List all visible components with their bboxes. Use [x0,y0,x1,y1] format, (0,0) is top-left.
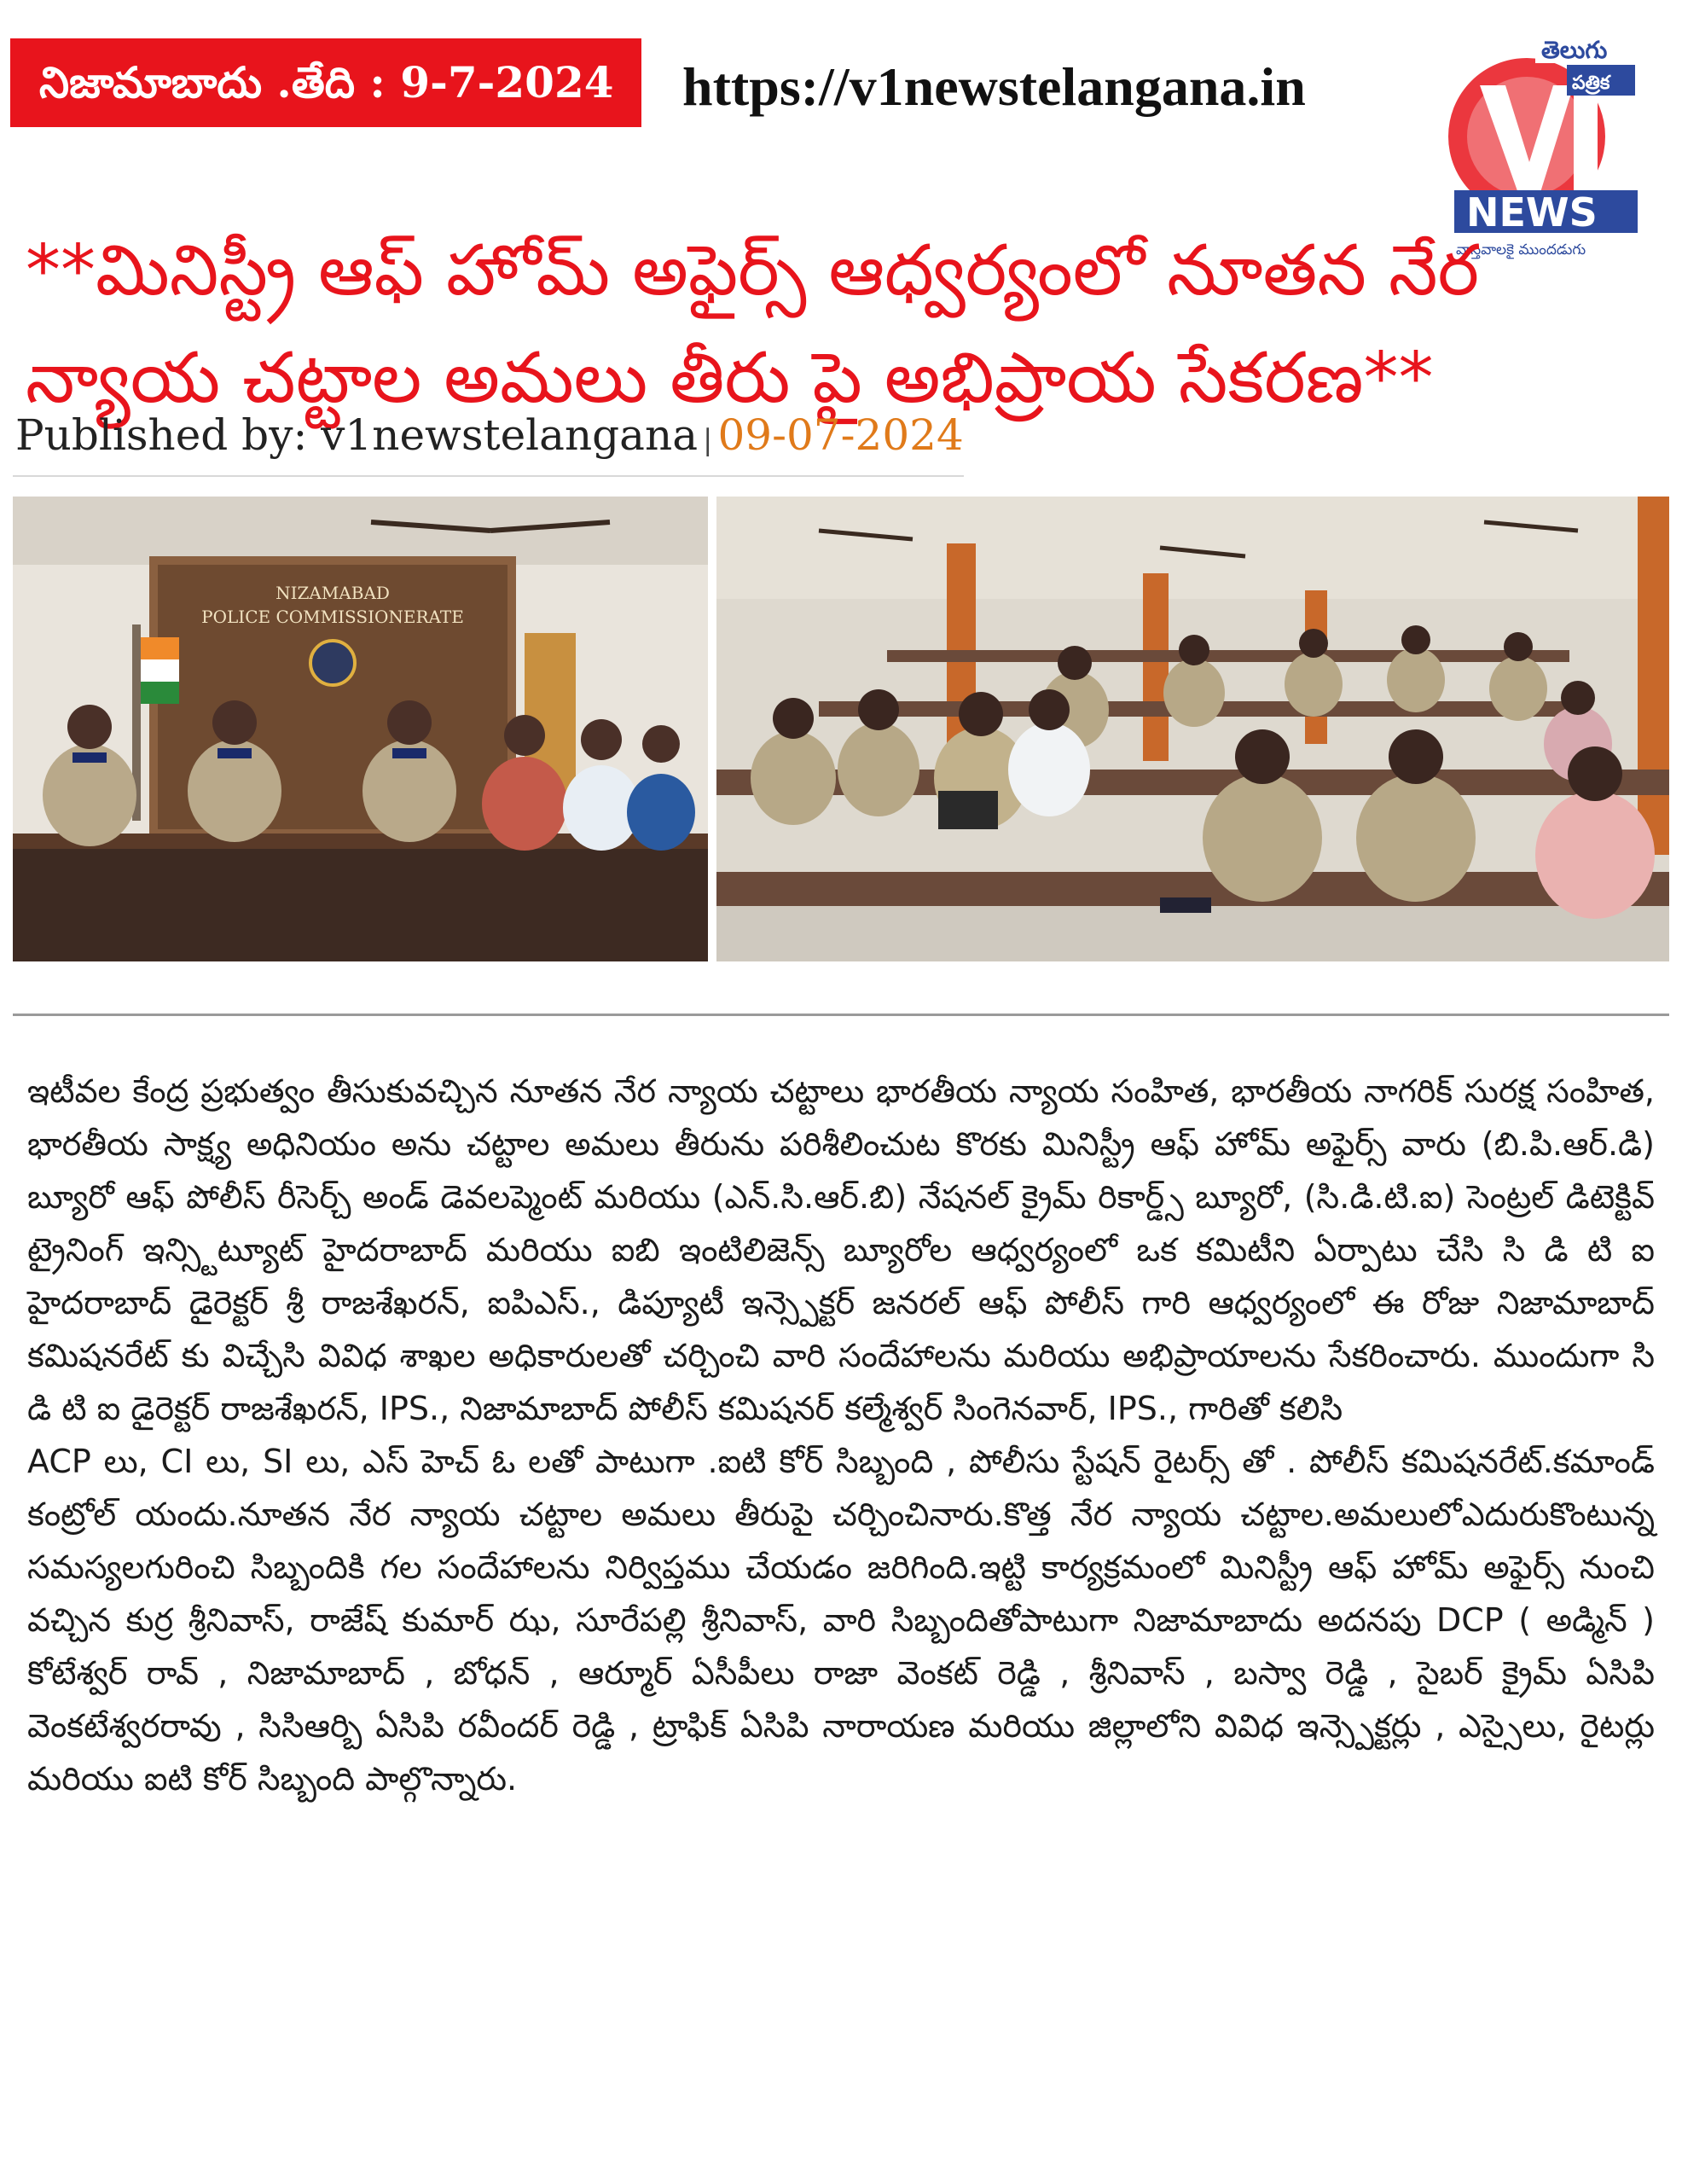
logo-badge-text: పత్రిక [1572,73,1610,94]
article-body [27,1065,1655,1805]
body-paragraph-2: ACP లు, CI లు, SI లు, ఎస్ హెచ్ ఓ లతో పాటుగా .ఐటి కోర్ సిబ్బంది , పోలీసు స్టేషన్ రైటర్స్ తో . పోలీస్ కమిషనరేట్.కమాండ్ కంట్రోల్ యందు.నూతన నేర న్యాయ చట్టాల అమలు తీరుపై చర్చించినారు.కొత్త నేర న్యాయ చట్టాల.అమలులోఎదురుకొంటున్న సమస్యలగురించి సిబ్బందికి గల సందేహాలను నిర్విప్తము చేయడం జరిగింది.ఇట్టి కార్యక్రమంలో మినిస్ట్రీ ఆఫ్ హోమ్ అఫైర్స్ నుంచి వచ్చిన కుర్ర శ్రీనివాస్, రాజేష్ కుమార్ ఝ, సూరేపల్లి శ్రీనివాస్, వారి సిబ్బందితోపాటుగా నిజామాబాదు అదనపు DCP ( అడ్మిన్ ) కోటేశ్వర్ రావ్ , నిజామాబాద్ , బోధన్ , ఆర్మూర్ ఏసీపీలు రాజా వెంకట్ రెడ్డి , శ్రీనివాస్ , బస్వా రెడ్డి , సైబర్ క్రైమ్ ఏసిపి వెంకటేశ్వరరావు , సిసిఆర్బి ఏసిపి రవీందర్ రెడ్డి , ట్రాఫిక్ ఏసిపి నారాయణ మరియు జిల్లాలోని వివిధ ఇన్స్పెక్టర్లు , ఎస్సైలు, రైటర్లు మరియు ఐటి కోర్ సిబ్బంది పాల్గొన్నారు. [27,1443,1655,1798]
logo-brand-text: NEWS [1466,189,1598,235]
photo-commissionerate-stage [13,497,708,961]
byline [15,401,964,469]
photo-conference-room [716,497,1669,961]
sign-line-2: POLICE COMMISSIONERATE [201,607,464,627]
published-date: 09-07-2024 [717,410,964,460]
headline-line-2: న్యాయ చట్టాల అమలు తీరు పై అభిప్రాయ సేకరణ** [26,337,1434,419]
dateline-badge [10,38,641,127]
body-paragraph-1: ఇటీవల కేంద్ర ప్రభుత్వం తీసుకువచ్చిన నూతన నేర న్యాయ చట్టాలు భారతీయ న్యాయ సంహిత, భారతీయ నాగరిక్ సురక్ష సంహిత, భారతీయ సాక్ష్య అధినియం అను చట్టాల అమలు తీరును పరిశీలించుట కొరకు మినిస్ట్రీ ఆఫ్ హోమ్ అఫైర్స్ వారు (బి.పి.ఆర్.డి) బ్యూరో ఆఫ్ పోలీస్ రీసెర్చ్ అండ్ డెవలప్మెంట్ మరియు (ఎన్.సి.ఆర్.బి) నేషనల్ క్రైమ్ రికార్డ్స్ బ్యూరో, (సి.డి.టి.ఐ) సెంట్రల్ డిటెక్టివ్ ట్రైనింగ్ ఇన్స్టిట్యూట్ హైదరాబాద్ మరియు ఐబి ఇంటిలిజెన్స్ బ్యూరోల ఆధ్వర్యంలో ఒక కమిటీని ఏర్పాటు చేసి సి డి టి ఐ హైదరాబాద్ డైరెక్టర్ శ్రీ రాజశేఖరన్, ఐపిఎస్., డిప్యూటీ ఇన్స్పెక్టర్ జనరల్ ఆఫ్ పోలీస్ గారి ఆధ్వర్యంలో ఈ రోజు నిజామాబాద్ కమిషనరేట్ కు విచ్చేసి వివిధ శాఖల అధికారులతో చర్చించి వారి సందేహాలను మరియు అభిప్రాయాలను సేకరించారు. ముందుగా సి డి టి ఐ డైరెక్టర్ రాజశేఖరన్, IPS., నిజామాబాద్ పోలీస్ కమిషనర్ కల్మేశ్వర్ సింగెనవార్, IPS., గారితో కలిసి [27,1072,1655,1427]
dateline-text: నిజామాబాదు .తేది : 9-7-2024 [39,57,614,107]
site-url[interactable]: https://v1newstelangana.in [682,56,1306,117]
byline-divider [13,475,964,477]
headline-line-1: **మినిస్ట్రీ ఆఫ్ హోమ్ అఫైర్స్ ఆధ్వర్యంలో నూతన నేర [26,229,1480,311]
byline-separator: | [703,423,713,457]
logo-tagline: వాస్తవాలకై ముందడుగు [1456,241,1586,258]
sign-line-1: NIZAMABAD [276,583,390,603]
section-divider [13,1014,1669,1016]
logo-top-text: తెలుగు [1541,36,1608,64]
published-by: Published by: v1newstelangana [15,410,698,460]
